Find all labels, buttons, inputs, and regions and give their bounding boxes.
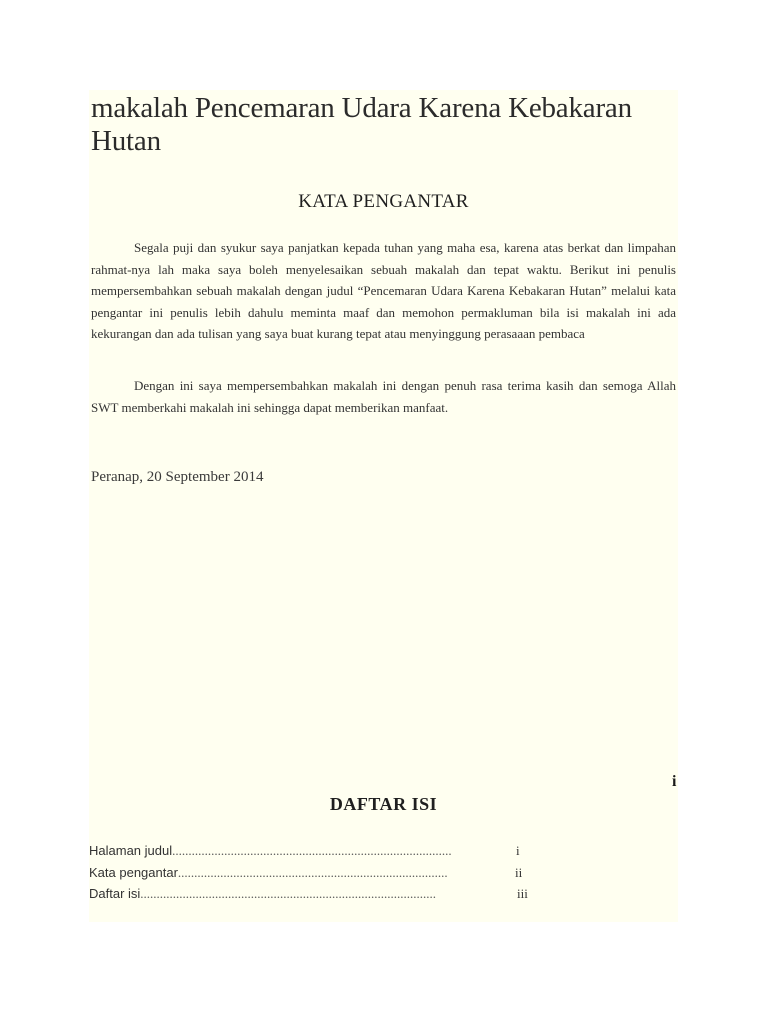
toc-entry-page: ii	[515, 864, 523, 880]
toc-entry-page: i	[516, 843, 520, 858]
kata-pengantar-heading: KATA PENGANTAR	[298, 191, 469, 212]
daftar-isi-heading: DAFTAR ISI	[329, 794, 438, 814]
toc-entry-leader: ...................................................................................	[177, 864, 448, 880]
table-of-contents	[89, 840, 549, 905]
toc-entry[interactable]	[89, 862, 549, 884]
date-line: Peranap, 20 September 2014	[91, 469, 264, 485]
toc-entry[interactable]	[89, 883, 549, 905]
toc-entry-label: Kata pengantar	[89, 864, 178, 880]
kata-pengantar-paragraph-1: Segala puji dan syukur saya panjatkan kepada tuhan yang maha esa, karena atas berkat dan limpahan rahmat-nya lah maka saya boleh menyelesaikan sebuah makalah dan tepat waktu. Berikut ini penulis mempersembahkan sebuah makalah dengan judul “Pencemaran Udara Karena Kebakaran Hutan” melalui kata pengantar ini penulis lebih dahulu meminta maaf dan memohon permakluman bila isi makalah ini ada kekurangan dan ada tulisan yang saya buat kurang tepat atau menyinggung perasaaan pembaca	[91, 240, 676, 341]
page-number: i	[672, 773, 677, 790]
toc-entry-label: Daftar isi	[89, 886, 141, 901]
toc-entry-leader: ...........................................................................................	[140, 886, 437, 901]
toc-entry-label: Halaman judul	[89, 843, 173, 858]
toc-entry-page: iii	[517, 886, 528, 901]
document-title: makalah Pencemaran Udara Karena Kebakaran Hutan	[91, 92, 632, 157]
toc-entry-leader: ......................................................................................	[172, 843, 452, 858]
toc-entry[interactable]	[89, 840, 549, 862]
kata-pengantar-paragraph-2: Dengan ini saya mempersembahkan makalah ini dengan penuh rasa terima kasih dan semoga Allah SWT memberkahi makalah ini sehingga dapat memberikan manfaat.	[91, 378, 676, 415]
